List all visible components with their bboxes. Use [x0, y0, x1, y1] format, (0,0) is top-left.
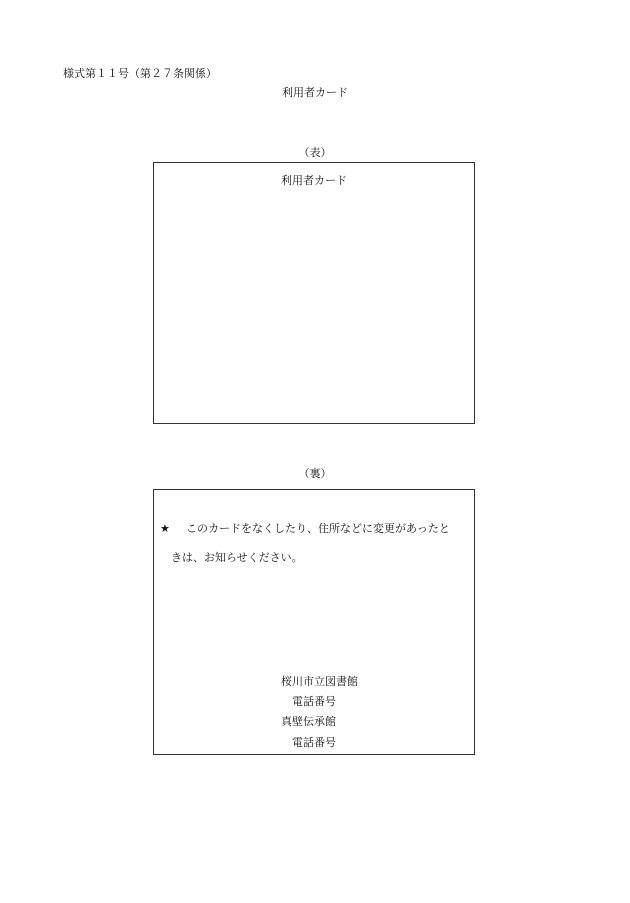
- front-side-caption: （表）: [298, 146, 332, 159]
- library-name: 桜川市立図書館: [281, 675, 358, 688]
- library-phone-label: 電話番号: [292, 695, 336, 708]
- notice-text-line-2: きは、お知らせください。: [171, 551, 303, 564]
- card-front-panel: [153, 162, 475, 424]
- card-front-title: 利用者カード: [281, 174, 347, 187]
- back-side-caption: （裏）: [298, 467, 332, 480]
- star-icon: ★: [160, 522, 170, 535]
- notice-text-line-1: [160, 523, 450, 534]
- document-title: 利用者カード: [282, 86, 348, 99]
- notice-text: このカードをなくしたり、住所などに変更があったと: [186, 522, 450, 535]
- heritage-hall-name: 真壁伝承館: [281, 715, 336, 728]
- heritage-hall-phone-label: 電話番号: [292, 736, 336, 749]
- card-back-panel: [153, 489, 475, 755]
- form-number: 様式第１１号（第２７条関係）: [63, 67, 217, 80]
